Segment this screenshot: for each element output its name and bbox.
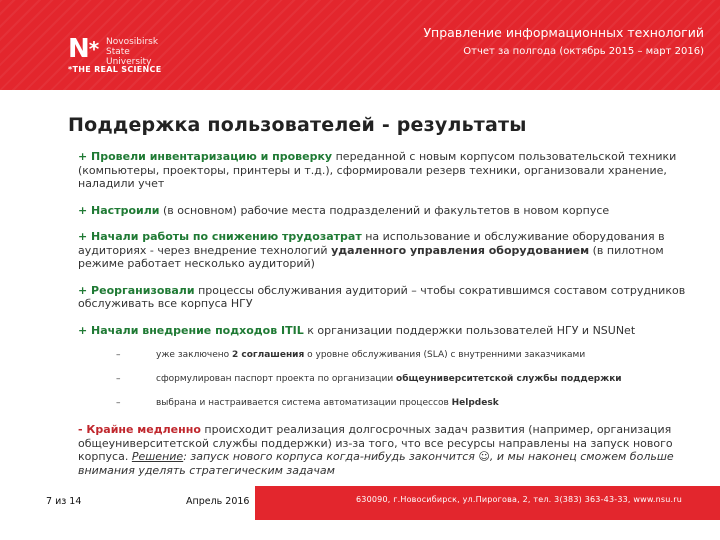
bullet-highlight: Начали внедрение подходов ITIL [91,323,304,337]
bullet-highlight: Настроили [91,203,160,217]
solution-text: : запуск нового корпуса когда-нибудь закончится ☺, и мы наконец сможем больше внимания уделять стратегическим задачам [78,450,674,477]
bullet-text: переданной с новым корпусом пользовательской техники (компьютеры, проекторы, принтеры и т.д.), сформировали резерв техники, организовали хранение, наладили учет [78,150,677,190]
bullet-reorganization [78,284,688,311]
bullet-bold: удаленного управления оборудованием [331,243,590,257]
header-subtitle: Отчет за полгода (октябрь 2015 – март 2016) [463,46,704,57]
slide-body [78,150,688,490]
bullet-prefix: + [78,230,92,243]
page-number: 7 из 14 [46,496,82,507]
subitem-text: выбрана и настраивается система автоматизации процессов [156,398,452,408]
bullet-text: процессы обслуживания аудиторий – чтобы сократившимся составом сотрудников обслуживать все корпуса НГУ [78,283,686,310]
header-banner [0,0,720,90]
logo-mark [68,36,98,62]
bullet-prefix: + [78,283,92,297]
subitem-text: уже заключено [156,350,233,360]
bullet-prefix: + [78,203,92,217]
bullet-cost-reduction [78,230,688,271]
subitem-passport [78,373,688,385]
footer [0,482,720,540]
bullet-text: к организации поддержки пользователей НГУ и NSUNet [303,323,636,337]
bullet-inventory [78,150,688,191]
footer-address: 630090, г.Новосибирск, ул.Пирогова, 2, тел. 3(383) 363-43-33, www.nsu.ru [356,495,683,504]
subitem-sla [78,349,688,361]
bullet-text: (в основном) рабочие места подразделений и факультетов в новом корпусе [159,203,610,217]
bullet-itil [78,324,688,338]
subitem-bold: Helpdesk [451,398,499,408]
bullet-prefix: + [78,150,92,163]
footer-date: Апрель 2016 [186,496,250,507]
logo-university-name [106,37,158,67]
header-title: Управление информационных технологий [423,25,704,40]
subitem-text: сформулирован паспорт проекта по организации [156,374,397,384]
final-prefix: - [78,423,87,436]
bullet-tail: (в пилотном режиме работает несколько аудиторий) [78,243,664,270]
dash-marker: – [116,398,121,408]
bullet-setup [78,204,688,218]
bullet-highlight: Реорганизовали [91,283,195,297]
bullet-highlight: Провели инвентаризацию и проверку [91,150,333,163]
logo-star-icon: * [88,37,99,61]
subitem-bold: общеуниверситетской службы поддержки [396,374,622,384]
logo-letter: N [68,34,89,64]
bullet-prefix: + [78,323,92,337]
logo-tagline: *THE REAL SCIENCE [68,65,162,74]
final-highlight: Крайне медленно [86,423,201,436]
logo-line-2: State [106,47,130,57]
subitem-helpdesk [78,397,688,409]
logo-line-3: University [106,57,152,67]
dash-marker: – [116,374,121,384]
final-note [78,423,688,477]
bullet-highlight: Начали работы по снижению трудозатрат [91,230,362,243]
logo-line-1: Novosibirsk [106,37,159,47]
final-text: происходит реализация долгосрочных задач развития (например, организация общеуниверситетской службы поддержки) из-за того, что все ресурсы направлены на запуск нового корпуса. [78,423,673,463]
subitem-tail: о уровне обслуживания (SLA) с внутренними заказчиками [304,350,586,360]
slide-title: Поддержка пользователей - результаты [68,114,527,136]
dash-marker: – [116,350,121,360]
subitem-bold: 2 соглашения [232,350,305,360]
bullet-text: на использование и обслуживание оборудования в аудиториях - через внедрение технологий [78,230,665,257]
solution-label: Решение [131,450,184,463]
